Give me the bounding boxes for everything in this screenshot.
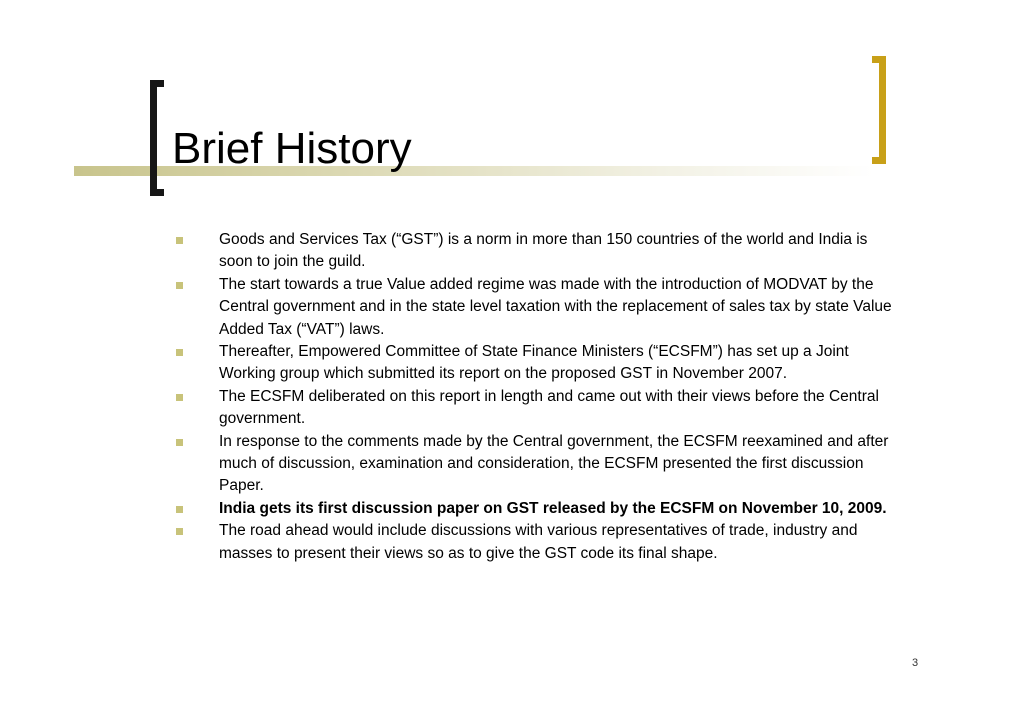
bullet-text: The road ahead would include discussions with various representatives of trade, industry and masses to present their views so as to give the GST code its final shape. [219,522,858,562]
bullet-item [176,229,896,274]
bullet-list [176,229,896,565]
bullet-item [176,341,896,386]
slide-title: Brief History [172,124,412,173]
square-bullet-icon [176,349,183,356]
bullet-item [176,386,896,431]
square-bullet-icon [176,394,183,401]
square-bullet-icon [176,528,183,535]
bullet-text: Thereafter, Empowered Committee of State Finance Ministers (“ECSFM”) has set up a Joint Working group which submitted its report on the proposed GST in November 2007. [219,343,849,383]
bullet-text: Goods and Services Tax (“GST”) is a norm in more than 150 countries of the world and India is soon to join the guild. [219,231,868,271]
bullet-text: The start towards a true Value added regime was made with the introduction of MODVAT by the Central government and in the state level taxation with the replacement of sales tax by state Value Added Tax (“VAT”) laws. [219,275,892,338]
bullet-text: India gets its first discussion paper on GST released by the ECSFM on November 10, 2009. [219,499,887,517]
bullet-text: The ECSFM deliberated on this report in length and came out with their views before the Central government. [219,387,879,428]
square-bullet-icon [176,282,183,289]
bullet-text: In response to the comments made by the Central government, the ECSFM reexamined and after much of discussion, examination and consideration, the ECSFM presented the first discussion Paper. [219,432,889,495]
right-bracket-decoration [872,56,886,164]
page-number: 3 [912,657,919,669]
bullet-item [176,520,896,565]
bullet-item [176,498,896,520]
left-bracket-decoration [150,80,164,196]
bullet-item [176,274,896,341]
square-bullet-icon [176,506,183,513]
square-bullet-icon [176,237,183,244]
square-bullet-icon [176,439,183,446]
bullet-item [176,431,896,498]
